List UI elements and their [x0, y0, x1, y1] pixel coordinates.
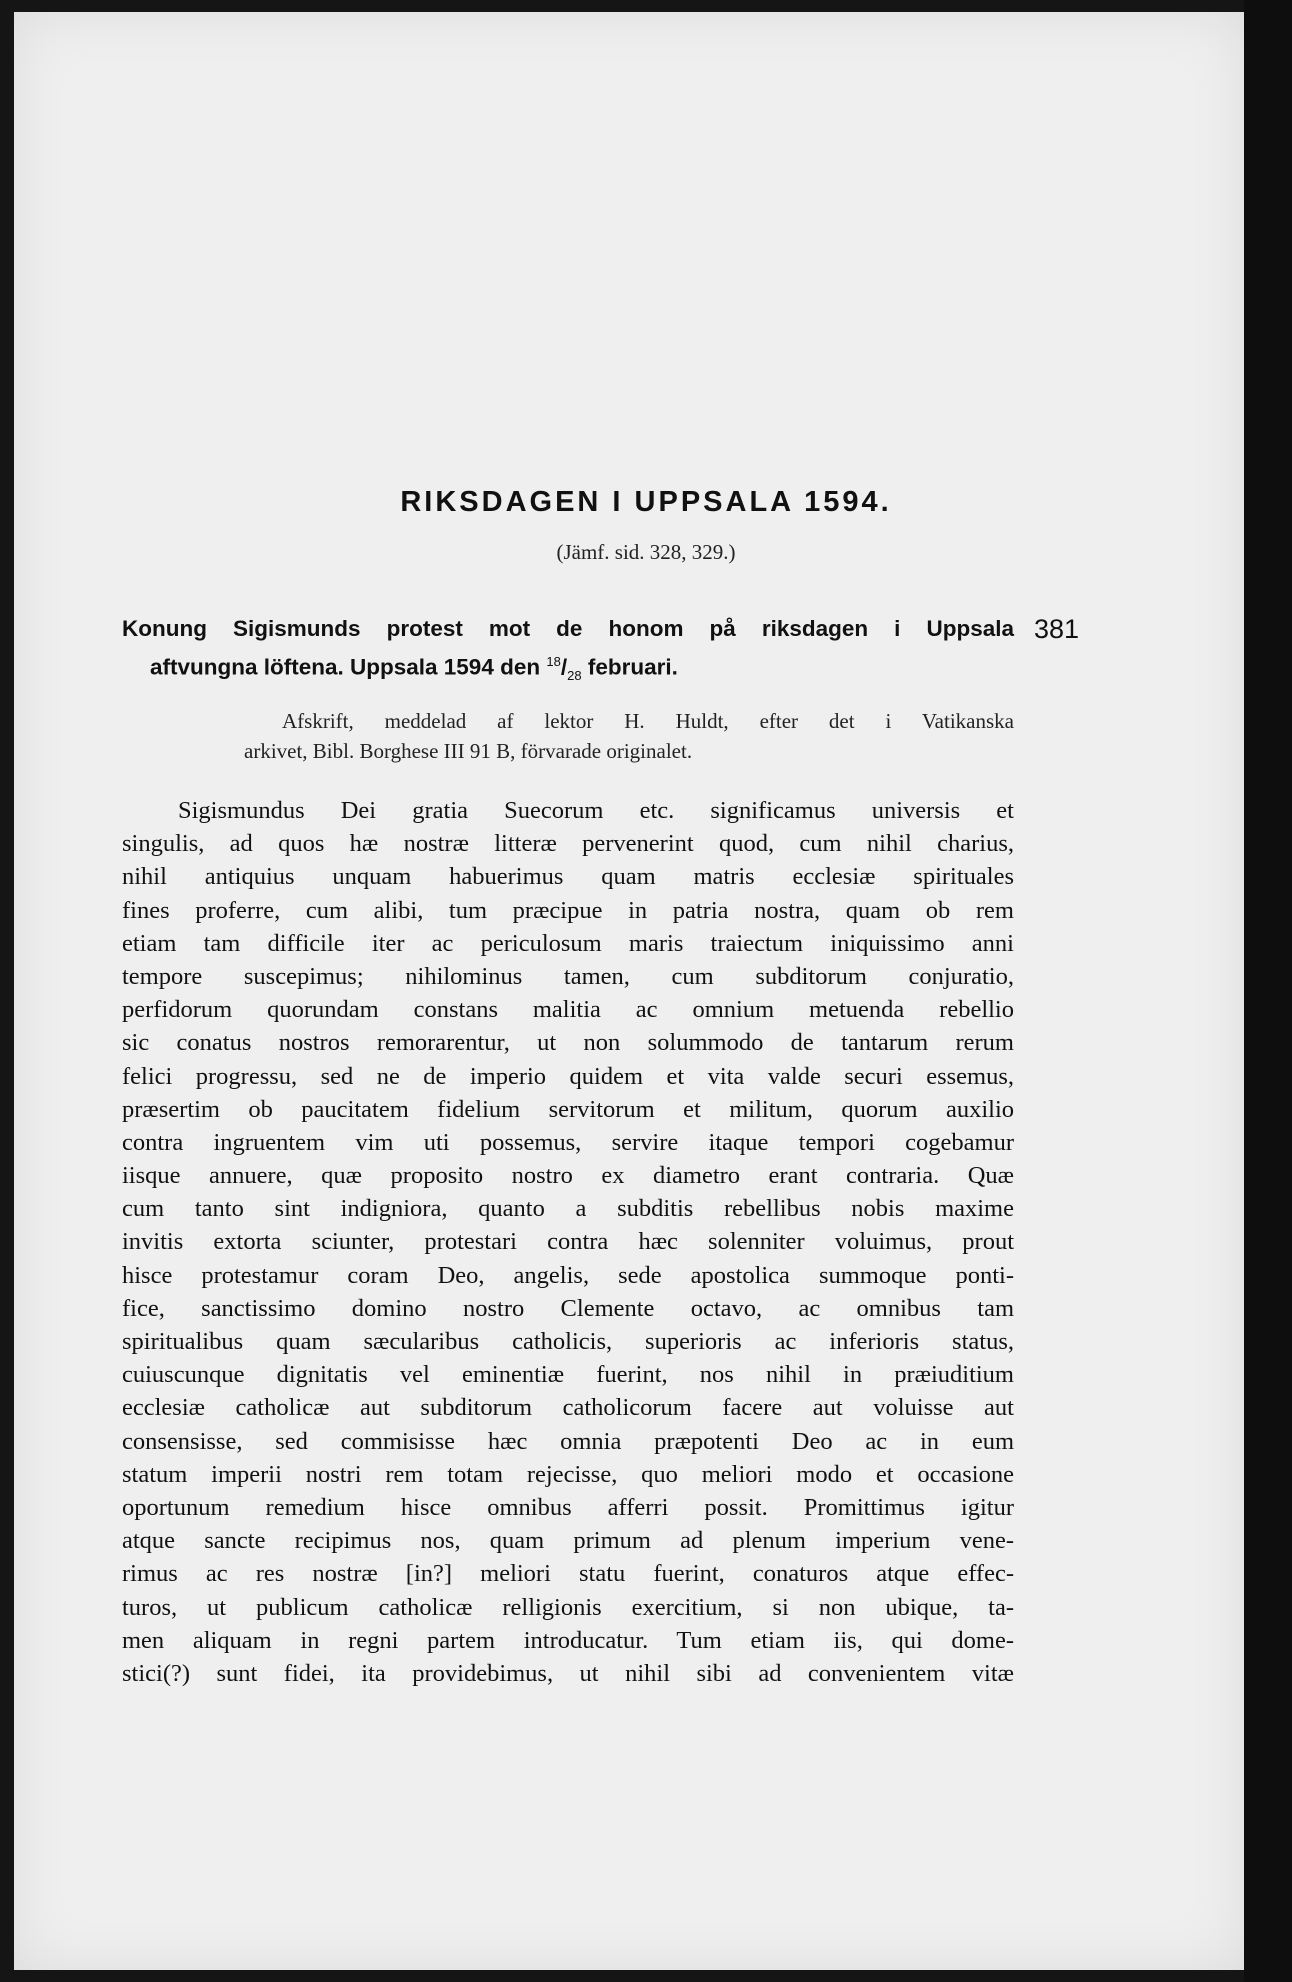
body-line: ecclesiæ catholicæ aut subditorum catholicorum facere aut voluisse aut — [122, 1394, 1014, 1422]
section-heading: RIKSDAGEN I UPPSALA 1594. — [400, 486, 892, 518]
body-line: Sigismundus Dei gratia Suecorum etc. significamus universis et — [178, 797, 1014, 824]
title-line-1: Konung Sigismunds protest mot de honom på riksdagen i Uppsala — [122, 616, 1014, 641]
body-line: rimus ac res nostræ [in?] meliori statu fuerint, conaturos atque effec- — [122, 1560, 1014, 1588]
source-note — [122, 706, 1014, 766]
body-line: iisque annuere, quæ proposito nostro ex diametro erant contraria. Quæ — [122, 1162, 1014, 1190]
body-line: statum imperii nostri rem totam rejecisse, quo meliori modo et occasione — [122, 1460, 1014, 1488]
page-edge-shadow — [1244, 0, 1292, 1982]
body-line: præsertim ob paucitatem fidelium servitorum et militum, quorum auxilio — [122, 1095, 1014, 1123]
title-line-2: aftvungna löftena. Uppsala 1594 den $^{18}/_{28}$ februari. — [150, 654, 678, 683]
title-line-2-end: februari. — [587, 654, 678, 680]
body-line: fines proferre, cum alibi, tum præcipue in patria nostra, quam ob rem — [122, 896, 1014, 924]
body-line: contra ingruentem vim uti possemus, servire itaque tempori cogebamur — [122, 1128, 1014, 1156]
source-line-2: arkivet, Bibl. Borghese III 91 B, förvarade originalet. — [244, 739, 693, 763]
body-line: cum tanto sint indigniora, quanto a subditis rebellibus nobis maxime — [122, 1195, 1014, 1223]
body-line: fice, sanctissimo domino nostro Clemente octavo, ac omnibus tam — [122, 1294, 1014, 1322]
document-title — [122, 612, 1014, 692]
body-line: oportunum remedium hisce omnibus afferri possit. Promittimus igitur — [122, 1493, 1014, 1521]
body-line: atque sancte recipimus nos, quam primum ad plenum imperium vene- — [122, 1527, 1014, 1555]
body-line: men aliquam in regni partem introducatur. Tum etiam iis, qui dome- — [122, 1626, 1014, 1654]
body-line: hisce protestamur coram Deo, angelis, sede apostolica summoque ponti- — [122, 1261, 1014, 1289]
body-line: perfidorum quorundam constans malitia ac omnium metuenda rebellio — [122, 996, 1014, 1024]
date-numerator: 18 — [546, 654, 561, 669]
title-line-2-start: aftvungna löftena. Uppsala 1594 den — [150, 654, 541, 680]
body-line: invitis extorta sciunter, protestari contra hæc solenniter voluimus, prout — [122, 1228, 1014, 1256]
body-line: consensisse, sed commisisse hæc omnia præpotenti Deo ac in eum — [122, 1427, 1014, 1455]
body-line: etiam tam difficile iter ac periculosum maris traiectum iniquissimo anni — [122, 929, 1014, 957]
body-line: stici(?) sunt fidei, ita providebimus, ut nihil sibi ad convenientem vitæ — [122, 1659, 1014, 1687]
date-denominator: 28 — [567, 668, 582, 683]
body-line: nihil antiquius unquam habuerimus quam matris ecclesiæ spirituales — [122, 863, 1014, 891]
body-line: felici progressu, sed ne de imperio quidem et vita valde securi essemus, — [122, 1062, 1014, 1090]
body-text — [122, 794, 1014, 1690]
body-line: sic conatus nostros remorarentur, ut non solummodo de tantarum rerum — [122, 1029, 1014, 1057]
body-line: cuiuscunque dignitatis vel eminentiæ fuerint, nos nihil in præiuditium — [122, 1361, 1014, 1389]
body-line: turos, ut publicum catholicæ relligionis exercitium, si non ubique, ta- — [122, 1593, 1014, 1621]
source-line-1: Afskrift, meddelad af lektor H. Huldt, efter det i Vatikanska — [282, 709, 1014, 733]
document-number: 381 — [1034, 614, 1080, 644]
cross-reference: (Jämf. sid. 328, 329.) — [556, 540, 736, 564]
body-line: singulis, ad quos hæ nostræ litteræ pervenerint quod, cum nihil charius, — [122, 830, 1014, 858]
body-line: spiritualibus quam sæcularibus catholicis, superioris ac inferioris status, — [122, 1328, 1014, 1355]
body-line: tempore suscepimus; nihilominus tamen, cum subditorum conjuratio, — [122, 962, 1014, 990]
